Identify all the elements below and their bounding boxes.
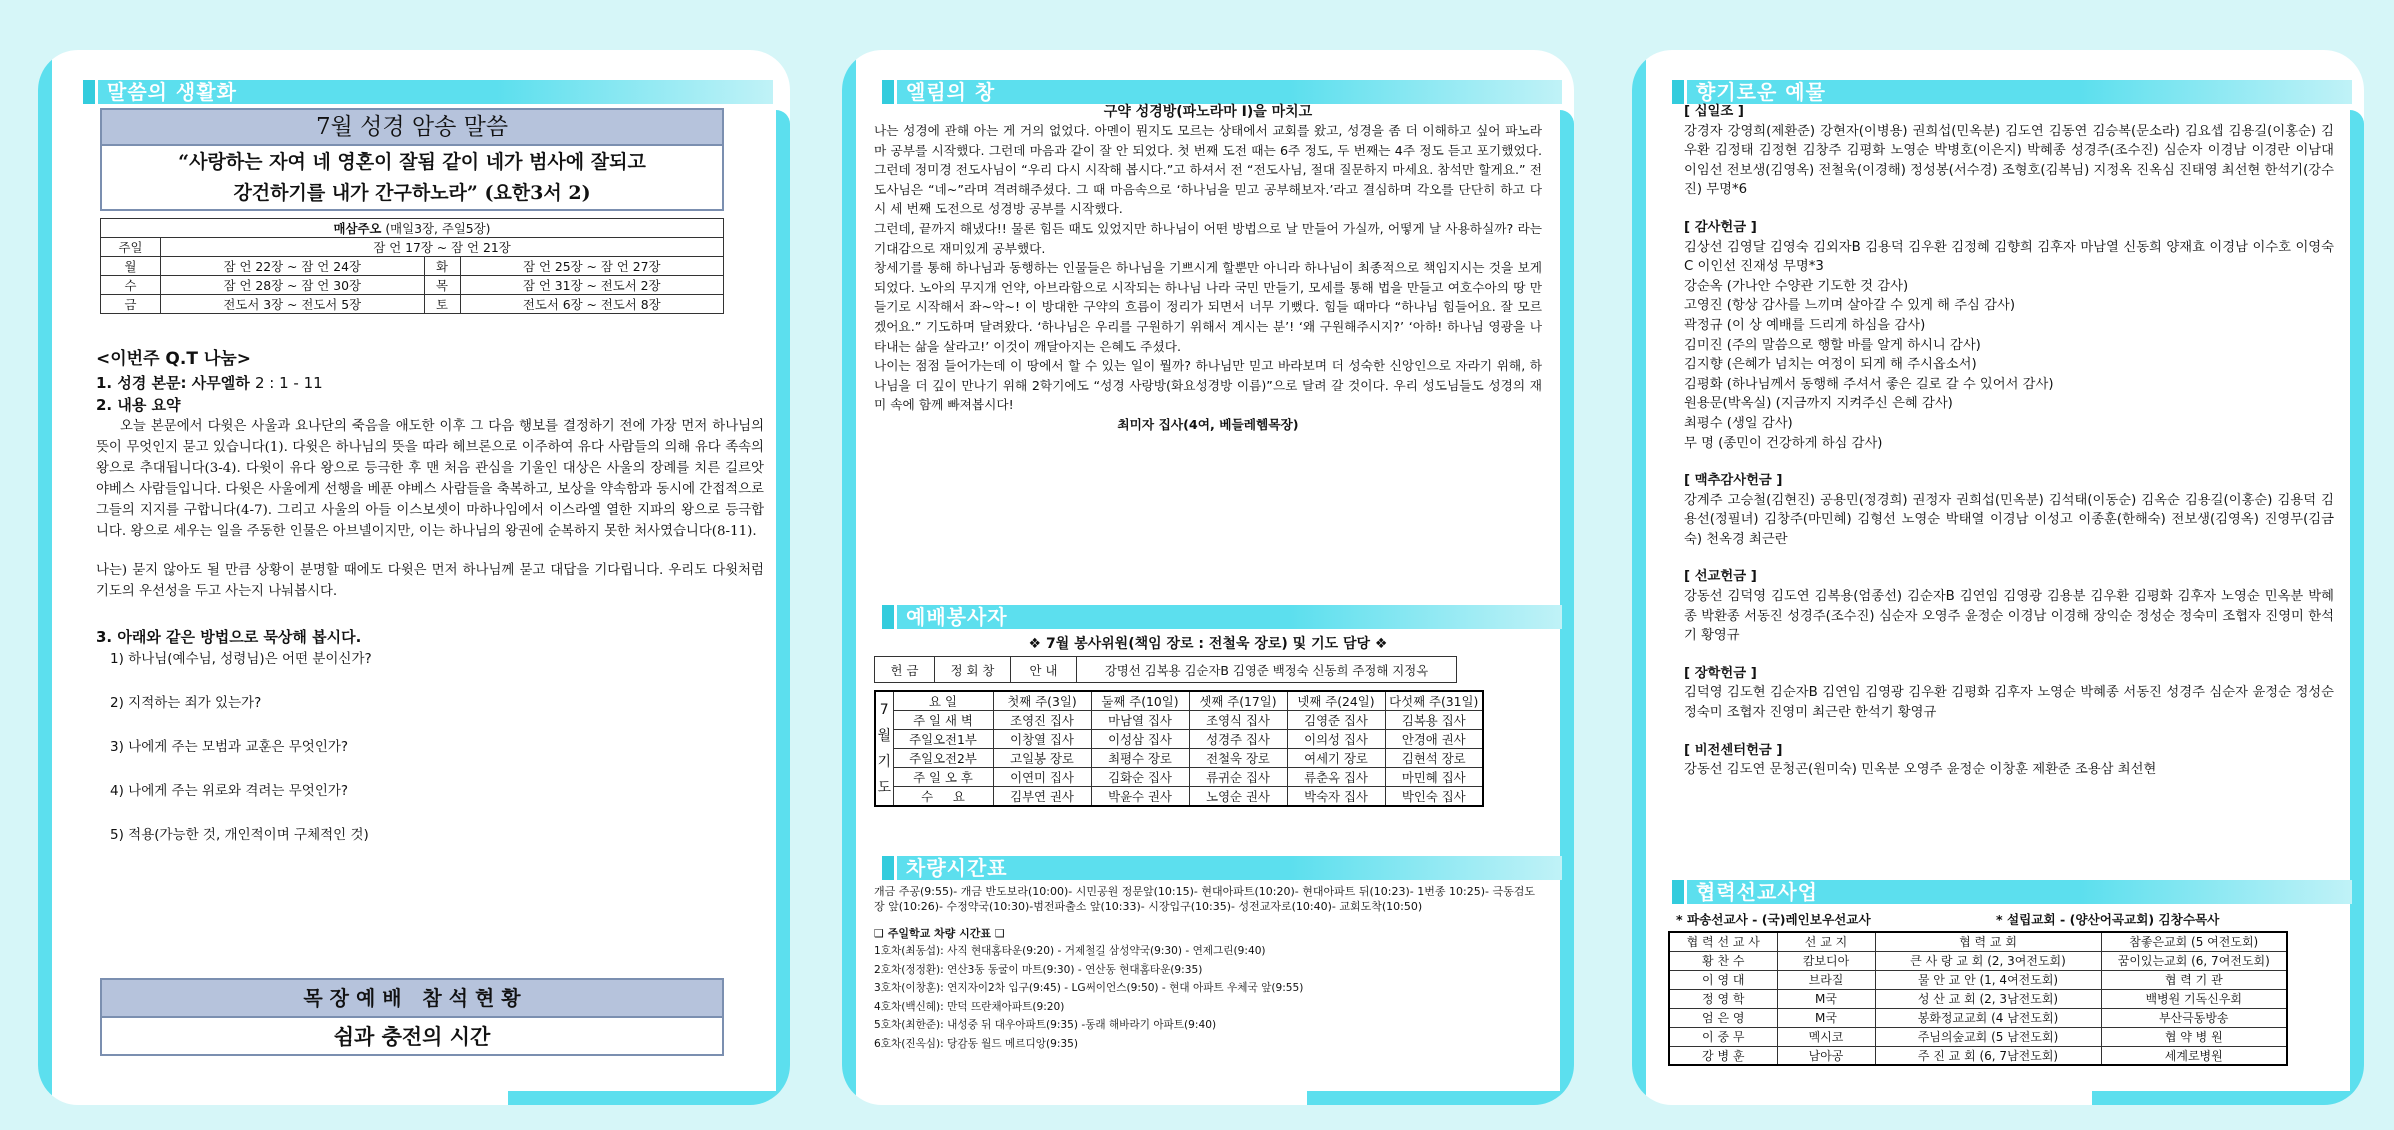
qt-question: 5) 적용(가능한 것, 개인적이며 구체적인 것)	[110, 827, 369, 843]
offerings-list	[1684, 102, 2334, 780]
prayer-cell: 고일봉 장로	[993, 749, 1091, 768]
prayer-cell: 수 요	[893, 787, 993, 807]
qt-question: 2) 지적하는 죄가 있는가?	[110, 695, 262, 711]
offering-group	[1684, 471, 2334, 549]
offering-cell: 안 내	[1011, 657, 1077, 683]
mission-cell: 큰 사 랑 교 회 (2, 3여전도회)	[1875, 951, 2101, 970]
essay-paragraph: 그런데, 끝까지 해냈다!! 물론 힘든 때도 있었지만 하나님이 어떤 방법으로 날 만들어 가실까, 어떻게 날 사용하실까? 라는 기대감으로 재미있게 공부했다.	[874, 220, 1542, 256]
prayer-cell: 주 일 오 후	[893, 768, 993, 787]
offering-group	[1684, 567, 2334, 645]
prayer-cell: 박숙자 집사	[1287, 787, 1385, 807]
mission-cell: 엄 은 영	[1669, 1008, 1777, 1027]
mission-side: 협 력 기 관	[2101, 970, 2287, 989]
bus-line: 4호차(백신혜): 만덕 뜨란채아파트(9:20)	[874, 1000, 1065, 1013]
offering-group	[1684, 218, 2334, 277]
bus-line: 6호차(진옥심): 당감동 월드 메르디앙(9:35)	[874, 1037, 1079, 1050]
section-header-word: 말씀의 생활화	[83, 80, 773, 104]
bus-line: 3호차(이창훈): 연지자이2차 입구(9:45) - LG써이언스(9:50) - 현대 아파트 우체국 앞(9:55)	[874, 982, 1304, 995]
memory-verse-box	[100, 108, 724, 211]
middle-panel-deco-right	[1560, 110, 1574, 1105]
prayer-cell: 김영준 집사	[1287, 711, 1385, 730]
offering-note: 무 명 (종민이 건강하게 하심 감사)	[1684, 435, 1883, 451]
prayer-cell: 이성삼 집사	[1091, 730, 1189, 749]
mission-side: 부산극동방송	[2101, 1008, 2287, 1027]
mission-cell: M국	[1777, 1008, 1875, 1027]
offering-note: 곽정규 (이 상 예배를 드리게 하심을 감사)	[1684, 317, 1926, 333]
qt-question: 1) 하나님(예수님, 성령님)은 어떤 분이신가?	[110, 651, 372, 667]
section-header-offering: 향기로운 예물	[1672, 80, 2352, 104]
middle-panel-deco	[842, 50, 856, 1105]
mission-cell: 캄보디아	[1777, 951, 1875, 970]
prayer-cell: 안경애 권사	[1385, 730, 1483, 749]
prayer-cell: 주 일 새 벽	[893, 711, 993, 730]
bus-main-route: 개금 주공(9:55)- 개금 반도보라(10:00)- 시민공원 정문앞(10:15)- 현대아파트(10:20)- 현대아파트 뒤(10:23)- 1번종 10:25)- 극동검도장 앞(10:26)- 수정약국(10:30)-범전파출소 앞(10:33)- 시장입구(10:35)- 성전교자로(10:40)- 교회도착(10:50)	[874, 885, 1535, 913]
mokjang-title: 목 장 예 배 참 석 현 황	[102, 980, 722, 1018]
mission-header: 협 력 교 회	[1875, 932, 2101, 951]
mission-right-note: * 설립교회 - (양산어곡교회) 김창수목사	[1996, 912, 2220, 927]
mission-cell: 물 안 교 안 (1, 4여전도회)	[1875, 970, 2101, 989]
prayer-cell: 류춘옥 집사	[1287, 768, 1385, 787]
offering-group-names: 강경자 강영희(제환준) 강현자(이병용) 권희섭(민옥분) 김도연 김동연 김승복(문소라) 김요셉 김용길(이홍순) 김우환 김정태 김정현 김창주 김평화 노영순 박병호(이은지) 박혜종 성경주(조수진) 심순자 이경남 이경란 이남대 이임선 전보생(김영옥) 전철욱(이경해) 정성봉(서수경) 조형호(김복님) 지정옥 진옥심 진태영 최선현 한석기(강수진) 무명*6	[1684, 123, 2334, 198]
offering-note: 최평수 (생일 감사)	[1684, 415, 1793, 431]
prayer-cell: 김화순 집사	[1091, 768, 1189, 787]
prayer-cell: 이창열 집사	[993, 730, 1091, 749]
offering-group-title: [ 비전센터헌금 ]	[1684, 742, 1783, 758]
offering-group-names: 김상선 김영달 김영숙 김외자B 김용덕 김우환 김정혜 김향희 김후자 마남열 신동희 양재효 이경남 이수호 이영숙C 이인선 진재성 무명*3	[1684, 239, 2334, 275]
prayer-cell: 주일오전2부	[893, 749, 993, 768]
offering-names: 강명선 김복용 김순자B 김영준 백정숙 신동희 주정해 지정옥	[1077, 657, 1457, 683]
memory-verse-line1: “사랑하는 자여 네 영혼이 잘됨 같이 네가 범사에 잘되고	[178, 151, 646, 173]
offering-group-names: 강계주 고승철(김현진) 공용민(정경희) 권정자 권희섭(민옥분) 김석태(이동순) 김옥순 김용길(이홍순) 김용덕 김용선(정필녀) 김창주(마민혜) 김형선 노영순 박태열 이경남 이성고 이종훈(한해숙) 전보생(김영옥) 진영무(김금숙) 천옥경 최근란	[1684, 492, 2334, 547]
offering-group-names: 김덕영 김도현 김순자B 김연임 김영광 김우환 김평화 김후자 노영순 박혜종 서동진 성경주 심순자 윤정순 정성순 정숙미 조협자 진영미 최근란 한석기 황영규	[1684, 685, 2334, 721]
essay-paragraph: 창세기를 통해 하나님과 동행하는 인물들은 하나님을 기쁘시게 할뿐만 아니라 하나님이 최종적으로 책임지시는 것을 보게 되었다. 노아의 무지개 언약, 아브라함으로 시작되는 하나님 나라 국민 만들기, 모세를 통해 법을 만들고 여호수아의 땅 만들기로 시작해서 좌~악~! 이 방대한 구약의 흐름이 정리가 되면서 너무 기뻤다. 힘들 때마다 “하나님 힘들어요. 잘 모르겠어요.” 기도하며 달려왔다. ‘하나님은 우리를 구원하기 위해서 계시는 분’! ‘왜 구원해주시지?’ ‘아하! 하나님 영광을 나타내는 삶을 살라고!’ 이것이 깨달아지는 은혜도 주셨다.	[874, 260, 1542, 354]
qt-question: 4) 나에게 주는 위로와 격려는 무엇인가?	[110, 783, 349, 799]
prayer-cell: 최평수 장로	[1091, 749, 1189, 768]
reading-range: 잠 언 31장 ~ 전도서 2장	[460, 276, 724, 295]
prayer-cell: 김복용 집사	[1385, 711, 1483, 730]
bus-line: 2호차(정정환): 연산3동 동굴이 마트(9:30) - 연산동 현대홈타운(9:35)	[874, 963, 1203, 976]
essay	[874, 103, 1542, 435]
prayer-cell: 류귀순 집사	[1189, 768, 1287, 787]
prayer-cell: 조영진 집사	[993, 711, 1091, 730]
bus-sub-title: ❑ 주일학교 차량 시간표 ❑	[874, 927, 1005, 940]
reading-range: 잠 언 28장 ~ 잠 언 30장	[161, 276, 425, 295]
mission-cell: 성 산 교 회 (2, 3남전도회)	[1875, 989, 2101, 1008]
offering-group-names: 강동선 김덕영 김도연 김복용(엄종선) 김순자B 김연임 김영광 김용분 김우환 김평화 김후자 노영순 민옥분 박혜종 박환종 서동진 성경주(조수진) 심순자 오영주 윤정순 이경남 이경해 장익순 정성순 정숙미 조협자 진영미 한석기 황영규	[1684, 589, 2334, 644]
mission-side: 협 약 병 원	[2101, 1027, 2287, 1046]
section-header-bus: 차량시간표	[882, 856, 1562, 880]
offering-group-title: [ 감사헌금 ]	[1684, 219, 1757, 235]
mission-cell: 봉화정교교회 (4 남전도회)	[1875, 1008, 2101, 1027]
prayer-cell: 여세기 장로	[1287, 749, 1385, 768]
mission-side: 참좋은교회 (5 여전도회)	[2101, 932, 2287, 951]
reading-table	[100, 218, 724, 314]
reading-range: 잠 언 25장 ~ 잠 언 27장	[460, 257, 724, 276]
mission-cell: 이 영 대	[1669, 970, 1777, 989]
prayer-cell: 박윤수 권사	[1091, 787, 1189, 807]
essay-title: 구약 성경방(파노라마 I)을 마치고	[1103, 104, 1313, 120]
qt-text-label: 1. 성경 본문: 사무엘하	[96, 374, 250, 392]
section-header-mission: 협력선교사업	[1672, 880, 2352, 904]
reading-day: 토	[424, 295, 460, 314]
bus-line: 1호차(최동섭): 사직 현대홈타운(9:20) - 거제철길 삼성약국(9:30) - 연제그린(9:40)	[874, 945, 1266, 957]
mission-cell: 남아공	[1777, 1046, 1875, 1065]
mission-table	[1668, 931, 2288, 1066]
prayer-cell: 성경주 집사	[1189, 730, 1287, 749]
service-title: ❖ 7월 봉사위원(책임 장로 : 전철욱 장로) 및 기도 담당 ❖	[1028, 636, 1388, 652]
offering-note: 김평화 (하나님께서 동행해 주셔서 좋은 길로 갈 수 있어서 감사)	[1684, 376, 2054, 392]
prayer-cell: 마남열 집사	[1091, 711, 1189, 730]
right-panel	[1632, 50, 2364, 1105]
prayer-cell: 김부연 권사	[993, 787, 1091, 807]
prayer-header: 셋째 주(17일)	[1189, 691, 1287, 711]
mission-cell: 정 영 학	[1669, 989, 1777, 1008]
reading-subtitle: (매일3장, 주일5장)	[385, 221, 491, 236]
mokjang-subtitle: 쉼과 충전의 시간	[333, 1025, 491, 1049]
prayer-month: 7월기도	[875, 691, 893, 806]
essay-author: 최미자 집사(4여, 베들레헴목장)	[1117, 416, 1299, 432]
qt-summary-paragraph: 나는) 묻지 않아도 될 만큼 상황이 분명할 때에도 다윗은 먼저 하나님께 묻고 대답을 기다립니다. 우리도 다윗처럼 기도의 우선성을 두고 사는지 나눠봅시다.	[96, 563, 764, 599]
mission-header: 협 력 선 교 사	[1669, 932, 1777, 951]
offering-cell: 정 회 창	[935, 657, 1011, 683]
reading-range: 잠 언 22장 ~ 잠 언 24장	[161, 257, 425, 276]
offering-note: 원용문(박옥실) (지금까지 지켜주신 은혜 감사)	[1684, 396, 1953, 412]
left-panel-deco-right	[776, 110, 790, 1105]
mission-cell: 브라질	[1777, 970, 1875, 989]
mission-cell: 주 진 교 회 (6, 7남전도회)	[1875, 1046, 2101, 1065]
reading-day: 월	[101, 257, 161, 276]
reading-range: 전도서 6장 ~ 전도서 8장	[460, 295, 724, 314]
offering-group-title: [ 장학헌금 ]	[1684, 665, 1757, 681]
mission-left-note: * 파송선교사 - (국)레인보우선교사	[1676, 912, 1871, 927]
mission-header: 선 교 지	[1777, 932, 1875, 951]
offering-note: 김지향 (은혜가 넘치는 여정이 되게 해 주시옵소서)	[1684, 357, 1977, 373]
left-panel-deco	[38, 50, 52, 1105]
mission-side: 세계로병원	[2101, 1046, 2287, 1065]
left-panel-deco-bottom	[508, 1091, 790, 1105]
prayer-header: 첫째 주(3일)	[993, 691, 1091, 711]
reading-range: 잠 언 17장 ~ 잠 언 21장	[161, 238, 724, 257]
prayer-cell: 김현석 장로	[1385, 749, 1483, 768]
middle-panel	[842, 50, 1574, 1105]
bus-schedule	[874, 884, 1542, 1054]
reading-title-text: 매삼주오	[333, 221, 382, 236]
qt-text-ref: 2 : 1 - 11	[254, 374, 323, 392]
reading-day: 화	[424, 257, 460, 276]
reading-day: 목	[424, 276, 460, 295]
prayer-cell: 마민혜 집사	[1385, 768, 1483, 787]
offering-group-title: [ 선교헌금 ]	[1684, 569, 1757, 585]
mission-cell: 황 찬 수	[1669, 951, 1777, 970]
middle-panel-deco-bottom	[1307, 1091, 1574, 1105]
offering-group	[1684, 664, 2334, 723]
mission-cell: M국	[1777, 989, 1875, 1008]
offering-group-title: [ 맥추감사헌금 ]	[1684, 473, 1783, 489]
offering-table	[874, 656, 1457, 683]
prayer-cell: 박인숙 집사	[1385, 787, 1483, 807]
right-panel-deco-right	[2350, 110, 2364, 1105]
offering-note: 강순옥 (가나안 수양관 기도한 것 감사)	[1684, 278, 1909, 294]
prayer-header: 다섯째 주(31일)	[1385, 691, 1483, 711]
prayer-header: 넷째 주(24일)	[1287, 691, 1385, 711]
mission-cell: 이 중 무	[1669, 1027, 1777, 1046]
section-header-elim: 엘림의 창	[882, 80, 1562, 104]
prayer-cell: 이연미 집사	[993, 768, 1091, 787]
left-panel	[38, 50, 790, 1105]
prayer-cell: 노영순 권사	[1189, 787, 1287, 807]
bus-line: 5호차(최한준): 내성중 뒤 대우아파트(9:35) -동래 해바라기 아파트(9:40)	[874, 1019, 1217, 1032]
prayer-cell: 주일오전1부	[893, 730, 993, 749]
mission-side: 백병원 기독신우회	[2101, 989, 2287, 1008]
offering-note: 김미진 (주의 말씀으로 행할 바를 알게 하시니 감사)	[1684, 337, 1981, 353]
memory-verse-line2: 강건하기를 내가 간구하노라” (요한3서 2)	[233, 182, 591, 204]
offering-group-names: 강동선 김도연 문청곤(원미숙) 민옥분 오영주 윤정순 이창훈 제환준 조용삼 최선현	[1684, 762, 2157, 778]
prayer-header: 둘째 주(10일)	[1091, 691, 1189, 711]
prayer-table	[874, 690, 1484, 807]
memory-verse-title: 7월 성경 암송 말씀	[102, 110, 722, 146]
offering-cell: 헌 금	[875, 657, 935, 683]
qt-meditate-label: 3. 아래와 같은 방법으로 묵상해 봅시다.	[96, 628, 362, 646]
qt-text	[96, 372, 764, 394]
right-panel-deco	[1632, 50, 1646, 1105]
reading-range: 전도서 3장 ~ 전도서 5장	[161, 295, 425, 314]
right-panel-deco-bottom	[2092, 1091, 2364, 1105]
offering-group-title: [ 십일조 ]	[1684, 104, 1744, 119]
qt-summary-label: 2. 내용 요약	[96, 396, 181, 414]
offering-group	[1684, 102, 2334, 200]
offering-group	[1684, 741, 2334, 780]
qt-summary-paragraph: 오늘 본문에서 다윗은 사울과 요나단의 죽음을 애도한 이후 그 다음 행보를 결정하기 전에 가장 먼저 하나님의 뜻이 무엇인지 묻고 있습니다(1). 다윗은 하나님의 뜻을 따라 헤브론으로 이주하여 유다 사람들의 의해 유다 족속의 왕으로 추대됩니다(3-4). 다윗이 유다 왕으로 등극한 후 맨 처음 관심을 기울인 대상은 사울의 장례를 치른 길르앗 야베스 사람들입니다. 다윗은 사울에게 선행을 베푼 야베스 사람들을 축복하고, 보상을 약속함과 동시에 간접적으로 그들의 지지를 구합니다(4-7). 그리고 사울의 아들 이스보셋이 마하나임에서 이스라엘 열한 지파의 왕으로 등극합니다. 왕으로 세우는 일을 주동한 인물은 아브넬이지만, 이는 하나님의 왕권에 순복하지 못한 처사였습니다(8-11).	[96, 419, 764, 539]
mission-side: 꿈이있는교회 (6, 7여전도회)	[2101, 951, 2287, 970]
qt-section	[96, 346, 764, 846]
prayer-cell: 이의성 집사	[1287, 730, 1385, 749]
mission-cell: 멕시코	[1777, 1027, 1875, 1046]
essay-paragraph: 나는 성경에 관해 아는 게 거의 없었다. 아멘이 뭔지도 모르는 상태에서 교회를 왔고, 성경을 좀 더 이해하고 싶어 파노라마 공부를 시작했다. 그런데 마음과 같이 잘 안 되었다. 첫 번째 도전 때는 6주 정도, 두 번째는 4주 정도 듣고 포기했었다. 그런데 정미경 전도사님이 “우리 다시 시작해 봅시다.”고 하셔서 전 “전도사님, 절대 질문하지 마세요. 참석만 할게요.” 전도사님은 “네~”라며 격려해주셨다. 그 때 마음속으로 ‘하나님을 믿고 공부해보자.’라고 결심하며 각오를 단단히 하고 다시 세 번째 도전으로 성경방 공부를 시작했다.	[874, 123, 1542, 217]
prayer-cell: 조영식 집사	[1189, 711, 1287, 730]
reading-day: 금	[101, 295, 161, 314]
reading-day: 수	[101, 276, 161, 295]
essay-paragraph: 나이는 점점 들어가는데 이 땅에서 할 수 있는 일이 뭘까? 하나님만 믿고 바라보며 더 성숙한 신앙인으로 자라기 위해, 하나님을 더 깊이 만나기 위해 2학기에도 “성경 사랑방(화요성경방 이름)”으로 달려 갈 것이다. 우리 성도님들도 성경의 재미 속에 함께 빠져봅시다!	[874, 358, 1542, 413]
mission-cell: 주님의숲교회 (5 남전도회)	[1875, 1027, 2101, 1046]
qt-title: <이번주 Q.T 나눔>	[96, 349, 251, 369]
mokjang-box	[100, 978, 724, 1056]
reading-day: 주일	[101, 238, 161, 257]
prayer-cell: 전철욱 장로	[1189, 749, 1287, 768]
section-header-service: 예배봉사자	[882, 605, 1562, 629]
reading-title	[101, 219, 724, 238]
offering-note: 고영진 (항상 감사를 느끼며 살아갈 수 있게 해 주심 감사)	[1684, 298, 2016, 314]
mission-cell: 강 병 훈	[1669, 1046, 1777, 1065]
prayer-header: 요 일	[893, 691, 993, 711]
qt-question: 3) 나에게 주는 모범과 교훈은 무엇인가?	[110, 739, 349, 755]
